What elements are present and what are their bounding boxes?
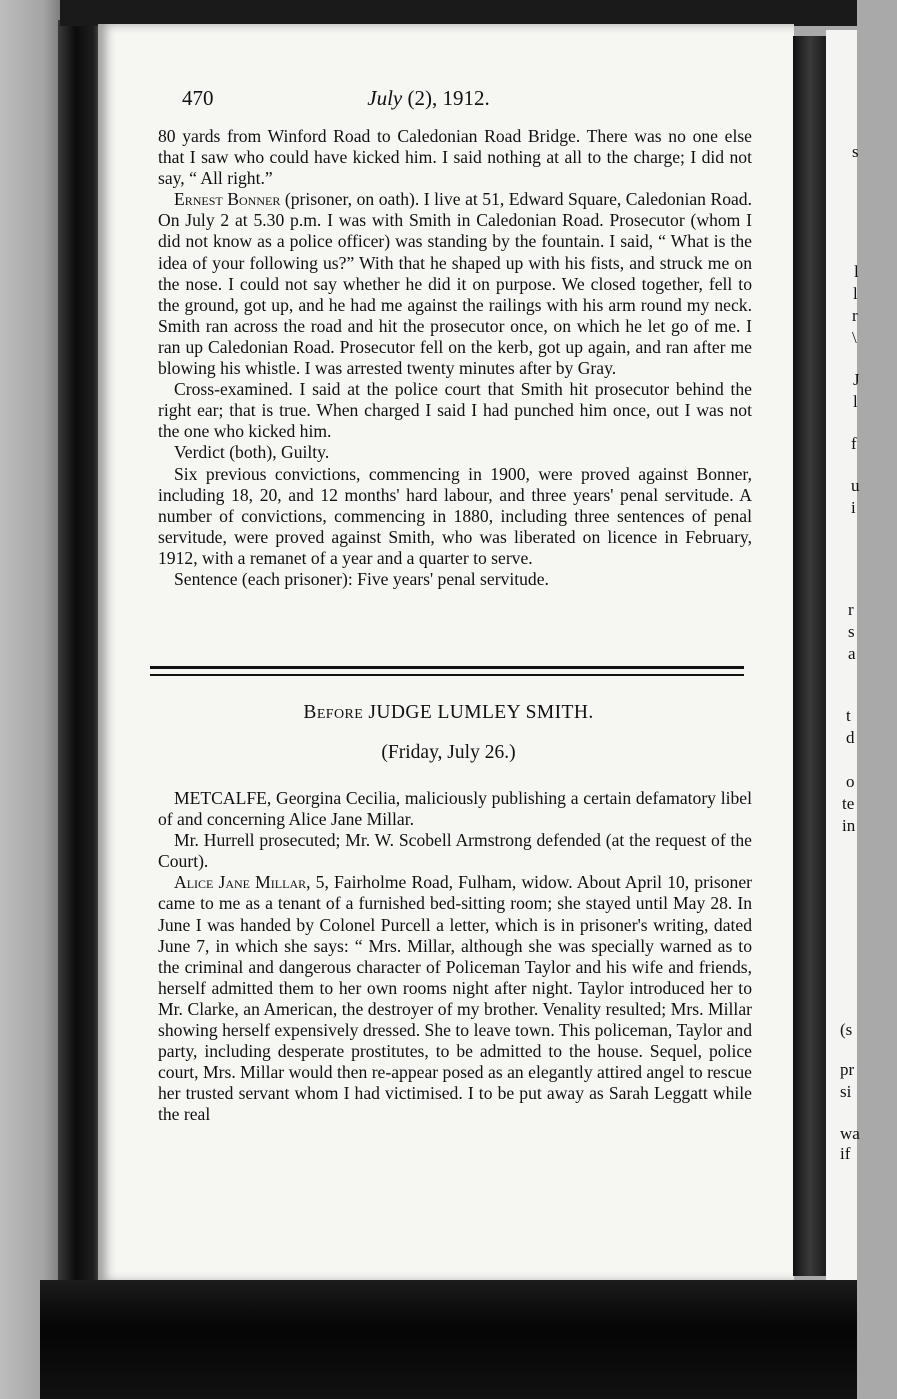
paragraph-text: Cross-examined. I said at the police court that Smith hit prosecutor behind the right ear; that is true. When charged I said I had punched him once, out I was not the one who kicked him. <box>158 379 752 442</box>
header-month: July <box>367 86 403 110</box>
section-heading-prefix: Before <box>303 702 364 723</box>
speaker-name: Ernest Bonner <box>174 189 281 210</box>
facing-fragment: si <box>840 1082 852 1101</box>
section-heading-judge: JUDGE LUMLEY SMITH. <box>363 702 594 723</box>
paragraph-text: Six previous convictions, commencing in 1900, were proved against Bonner, including 18, 20, and 12 months' hard labour, and three years' penal servitude. A number of convictions, commencing in 1880, including three sentences of penal servitude, were proved against Smith, who was liberated on licence in February, 1912, with a remanet of a year and a quarter to serve. <box>158 463 752 568</box>
bottom-edge-shadow <box>40 1280 857 1399</box>
paragraph-text: METCALFE, Georgina Cecilia, maliciously publishing a certain defamatory libel of and concerning Alice Jane Millar. <box>158 788 752 830</box>
section-date: (Friday, July 26.) <box>381 742 516 763</box>
section-heading <box>0 702 897 724</box>
paragraph <box>158 569 752 590</box>
top-edge-shadow <box>60 0 857 26</box>
facing-fragment: t <box>846 706 851 725</box>
paragraph-text: Mr. Hurrell prosecuted; Mr. W. Scobell Armstrong defended (at the request of the Court). <box>158 830 752 872</box>
facing-fragment: l <box>854 262 859 281</box>
facing-fragment: i <box>851 498 856 517</box>
running-header-date <box>0 86 857 111</box>
paragraph-text: (prisoner, on oath). I live at 51, Edward Square, Caledonian Road. On July 2 at 5.30 p.m. I was with Smith in Caledonian Road. Prosecutor (whom I did not know as a police officer) was standing by the fountain. I said, “ What is the idea of your following us?” With that he shaped up with his fists, and struck me on the nose. I could not say whether he did it on purpose. We closed together, fell to the ground, got up, and he had me against the railings with his arm round my neck. Smith ran across the road and hit the prosecutor once, on which he let go of me. I ran up Caledonian Road. Prosecutor fell on the kerb, got up again, and ran after me blowing his whistle. I was arrested twenty minutes after by Gray. <box>158 189 752 379</box>
facing-fragment: r <box>852 306 858 325</box>
book-gutter <box>793 36 827 1276</box>
facing-fragment: s <box>852 142 859 161</box>
paragraph-text: Verdict (both), Guilty. <box>174 442 330 463</box>
facing-fragment: te <box>842 794 855 813</box>
facing-fragment: l <box>853 392 858 411</box>
facing-page-edge <box>826 30 860 1280</box>
facing-fragment: (s <box>840 1020 853 1039</box>
paragraph <box>158 464 752 569</box>
paragraph <box>158 379 752 442</box>
facing-fragment: a <box>848 644 856 663</box>
facing-fragment: f <box>851 434 857 453</box>
testimony-bottom-block <box>158 788 752 1126</box>
facing-fragment: d <box>846 728 855 747</box>
facing-fragment: l <box>853 284 858 303</box>
section-rule-thin <box>150 674 744 676</box>
paragraph-text: Sentence (each prisoner): Five years' penal servitude. <box>174 568 549 589</box>
section-rule-thick <box>150 666 744 669</box>
speaker-name: Alice Jane Millar <box>174 872 307 893</box>
facing-fragment: r <box>848 600 854 619</box>
facing-fragment: s <box>848 622 855 641</box>
paragraph <box>158 788 752 830</box>
facing-fragment: in <box>842 816 856 835</box>
page-number: 470 <box>182 86 214 110</box>
facing-fragment: wa <box>840 1124 860 1143</box>
paragraph <box>158 189 752 379</box>
paragraph <box>158 872 752 1125</box>
left-margin-shadow <box>0 0 62 1399</box>
facing-fragment: \ <box>852 328 857 347</box>
paragraph <box>158 126 752 189</box>
facing-fragment: o <box>846 772 855 791</box>
header-date-rest: (2), 1912. <box>402 86 490 110</box>
paragraph-text: , 5, Fairholme Road, Fulham, widow. About April 10, prisoner came to me as a tenant of a furnished bed-sitting room; she stayed until May 28. In June I was handed by Colonel Purcell a letter, which is in prisoner's writing, dated June 7, in which she says: “ Mrs. Millar, although she was specially warned as to the criminal and dangerous character of Policeman Taylor and his wife and friends, herself admitted them to her own rooms night after night. Taylor introduced her to Mr. Clarke, an American, the destroyer of my brother. Venality resulted; Mrs. Millar showing herself expensively dressed. She to leave town. This policeman, Taylor and party, including desperate prostitutes, to be admitted to the house. Sequel, police court, Mrs. Millar would then re-appear posed as an elegantly attired angel to rescue her trusted servant whom I had victimised. I to be put away as Sarah Leggatt while the real <box>158 872 752 1125</box>
facing-fragment: u <box>851 476 860 495</box>
paragraph-text: 80 yards from Winford Road to Caledonian Road Bridge. There was no one else that I saw who could have kicked him. I said nothing at all to the charge; I did not say, “ All right.” <box>158 126 752 189</box>
paragraph <box>158 442 752 463</box>
paragraph <box>158 830 752 872</box>
book-spine <box>58 20 102 1285</box>
facing-fragment: pr <box>840 1060 855 1079</box>
facing-fragment: if <box>840 1144 851 1163</box>
testimony-top-block <box>158 126 752 590</box>
facing-fragment: J <box>853 370 860 389</box>
